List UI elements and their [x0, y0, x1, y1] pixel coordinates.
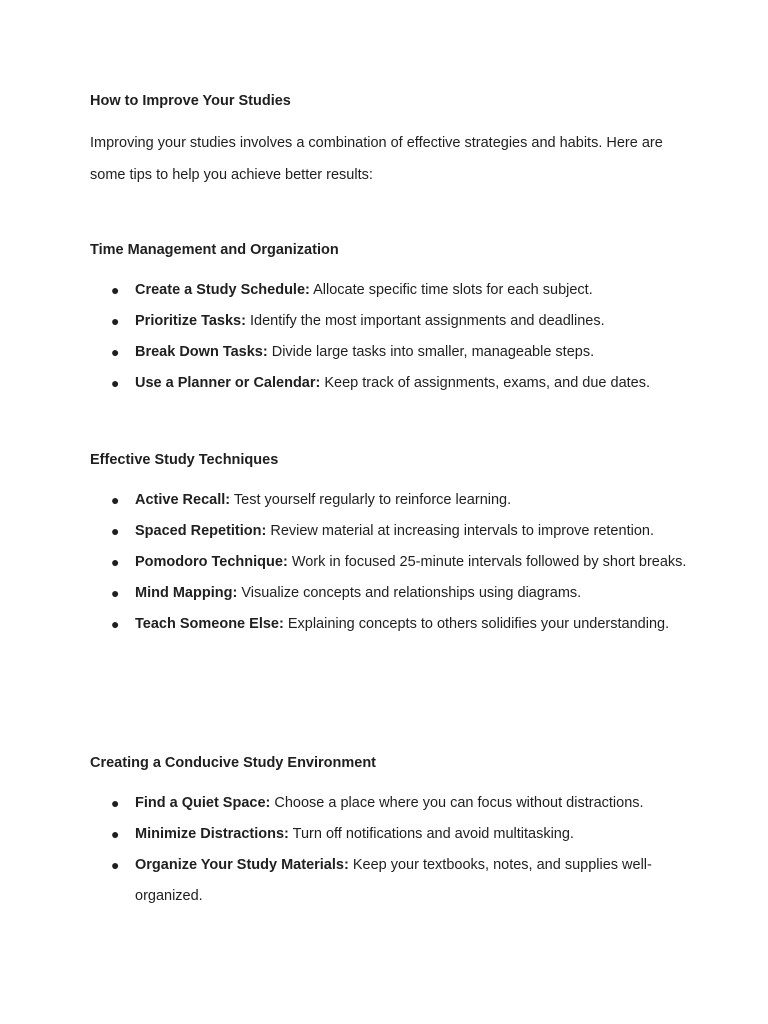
bullet-icon: ● [111, 344, 120, 360]
item-label: Create a Study Schedule: [135, 282, 310, 298]
list-item [90, 337, 690, 368]
bullet-icon: ● [111, 313, 120, 329]
bullet-icon: ● [111, 282, 120, 298]
item-text: Explaining concepts to others solidifies your understanding. [287, 616, 670, 632]
section-study-techniques [90, 450, 690, 640]
bullet-icon: ● [111, 616, 120, 632]
list-item [90, 306, 690, 337]
item-label: Break Down Tasks: [135, 344, 268, 360]
list-item [90, 819, 690, 850]
tips-list [90, 275, 690, 399]
intro-paragraph: Improving your studies involves a combination of effective strategies and habits. Here are some tips to help you achieve better results: [90, 135, 663, 183]
bullet-icon: ● [111, 554, 120, 570]
section-study-environment [90, 753, 690, 912]
item-label: Teach Someone Else: [135, 616, 284, 632]
bullet-icon: ● [111, 375, 120, 391]
item-label: Find a Quiet Space: [135, 795, 271, 811]
item-text: Turn off notifications and avoid multitasking. [292, 826, 574, 842]
bullet-icon: ● [111, 523, 120, 539]
bullet-icon: ● [111, 795, 120, 811]
list-item [90, 485, 690, 516]
list-item [90, 368, 690, 399]
item-label: Organize Your Study Materials: [135, 857, 349, 873]
item-text: Visualize concepts and relationships using diagrams. [241, 585, 582, 601]
item-label: Minimize Distractions: [135, 826, 289, 842]
item-label: Active Recall: [135, 492, 231, 508]
item-text: Choose a place where you can focus without distractions. [274, 795, 644, 811]
section-heading: Creating a Conducive Study Environment [90, 755, 377, 771]
bullet-icon: ● [111, 492, 120, 508]
item-text: Keep your textbooks, notes, and supplies well-organized. [135, 857, 652, 904]
item-label: Prioritize Tasks: [135, 313, 246, 329]
bullet-icon: ● [111, 585, 120, 601]
section-heading: Effective Study Techniques [90, 452, 279, 468]
page-title: How to Improve Your Studies [90, 93, 291, 109]
item-text: Keep track of assignments, exams, and due dates. [324, 375, 651, 391]
item-label: Mind Mapping: [135, 585, 238, 601]
item-text: Work in focused 25-minute intervals followed by short breaks. [291, 554, 687, 570]
list-item [90, 516, 690, 547]
item-text: Identify the most important assignments and deadlines. [249, 313, 605, 329]
item-text: Divide large tasks into smaller, manageable steps. [271, 344, 595, 360]
item-text: Allocate specific time slots for each subject. [313, 282, 593, 298]
item-text: Test yourself regularly to reinforce learning. [233, 492, 512, 508]
list-item [90, 275, 690, 306]
list-item [90, 609, 690, 640]
tips-list [90, 485, 690, 640]
list-item [90, 850, 690, 912]
item-label: Use a Planner or Calendar: [135, 375, 321, 391]
bullet-icon: ● [111, 857, 120, 873]
list-item [90, 547, 690, 578]
section-time-management [90, 240, 690, 399]
bullet-icon: ● [111, 826, 120, 842]
document [90, 91, 690, 904]
section-heading: Time Management and Organization [90, 242, 339, 258]
tips-list [90, 788, 690, 912]
item-label: Spaced Repetition: [135, 523, 267, 539]
list-item [90, 788, 690, 819]
item-text: Review material at increasing intervals to improve retention. [270, 523, 654, 539]
list-item [90, 578, 690, 609]
item-label: Pomodoro Technique: [135, 554, 288, 570]
